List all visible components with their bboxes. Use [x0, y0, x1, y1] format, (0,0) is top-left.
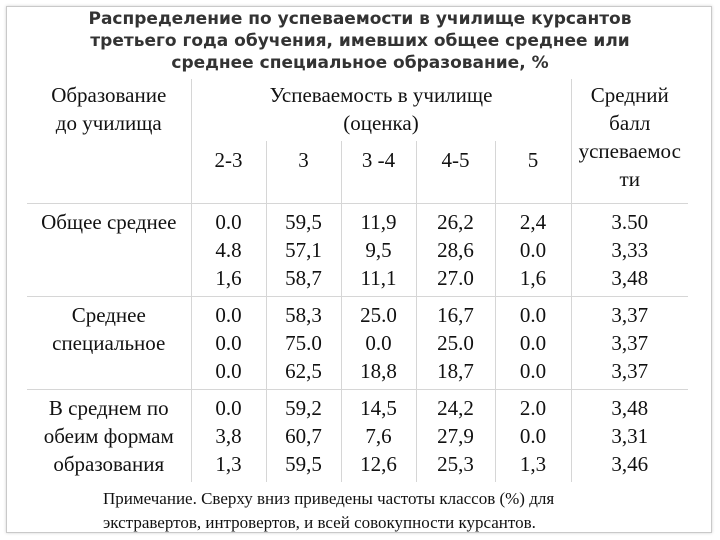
- table-row: [27, 389, 688, 482]
- table-cell: 0.0 0.0 0.0: [191, 296, 266, 389]
- row-label-line: обеим формам: [43, 423, 174, 448]
- grade-header: 4-5: [416, 141, 495, 203]
- title-line: третьего года обучения, имевших общее среднее или: [90, 31, 630, 51]
- header-education-line: до училища: [55, 111, 162, 135]
- table-row: [27, 203, 688, 296]
- footnote-line: экстравертов, интровертов, и всей совокупности курсантов.: [103, 513, 536, 532]
- header-average-line: Средний: [590, 83, 669, 107]
- header-average-line: успеваемос: [578, 139, 681, 163]
- table-cell: 26,2 28,6 27.0: [416, 203, 495, 296]
- table-cell-average: 3,37 3,37 3,37: [571, 296, 688, 389]
- title-line: Распределение по успеваемости в училище курсантов: [88, 9, 632, 29]
- row-label: [27, 296, 191, 389]
- table-cell: 0.0 3,8 1,3: [191, 389, 266, 482]
- row-label-line: специальное: [52, 330, 166, 355]
- table-cell: 24,2 27,9 25,3: [416, 389, 495, 482]
- header-education-line: Образование: [51, 83, 167, 107]
- table-cell: 59,5 57,1 58,7: [266, 203, 341, 296]
- table-cell: 14,5 7,6 12,6: [341, 389, 416, 482]
- header-average-line: ти: [619, 167, 640, 191]
- title-line: среднее специальное образование, %: [171, 53, 549, 73]
- header-average-line: балл: [609, 111, 651, 135]
- footnote-line: Примечание. Сверху вниз приведены частоты классов (%) для: [103, 489, 555, 508]
- row-label: [27, 389, 191, 482]
- table-cell: 25.0 0.0 18,8: [341, 296, 416, 389]
- table-cell-average: 3.50 3,33 3,48: [571, 203, 688, 296]
- row-label-line: образования: [53, 451, 165, 476]
- table-cell-average: 3,48 3,31 3,46: [611, 395, 649, 476]
- table-cell: 2.0 0.0 1,3: [495, 389, 571, 482]
- table-row: [27, 296, 688, 389]
- table-cell: 0.0 4.8 1,6: [191, 203, 266, 296]
- row-label-line: Среднее: [71, 302, 146, 327]
- header-performance: [191, 79, 571, 141]
- grade-header: 3: [266, 141, 341, 203]
- slide-title: [20, 8, 700, 74]
- table-cell: 2,4 0.0 1,6: [495, 203, 571, 296]
- row-label-line: В среднем по: [48, 395, 169, 420]
- footnote: [103, 487, 703, 535]
- table-cell: 0.0 0.0 0.0: [495, 296, 571, 389]
- header-education: [27, 79, 191, 203]
- table-cell: 16,7 25.0 18,7: [416, 296, 495, 389]
- table-cell: 11,9 9,5 11,1: [341, 203, 416, 296]
- grade-header: 2-3: [191, 141, 266, 203]
- grade-header: 5: [495, 141, 571, 203]
- row-label-line: Общее среднее: [41, 209, 177, 234]
- performance-table: [27, 79, 688, 482]
- header-performance-line: Успеваемость в училище: [269, 83, 493, 107]
- grade-header: 3 -4: [341, 141, 416, 203]
- header-average-score: [571, 79, 688, 203]
- header-performance-line: (оценка): [343, 111, 419, 135]
- row-label: [27, 203, 191, 296]
- table-cell: 59,2 60,7 59,5: [266, 389, 341, 482]
- table-cell: 58,3 75.0 62,5: [266, 296, 341, 389]
